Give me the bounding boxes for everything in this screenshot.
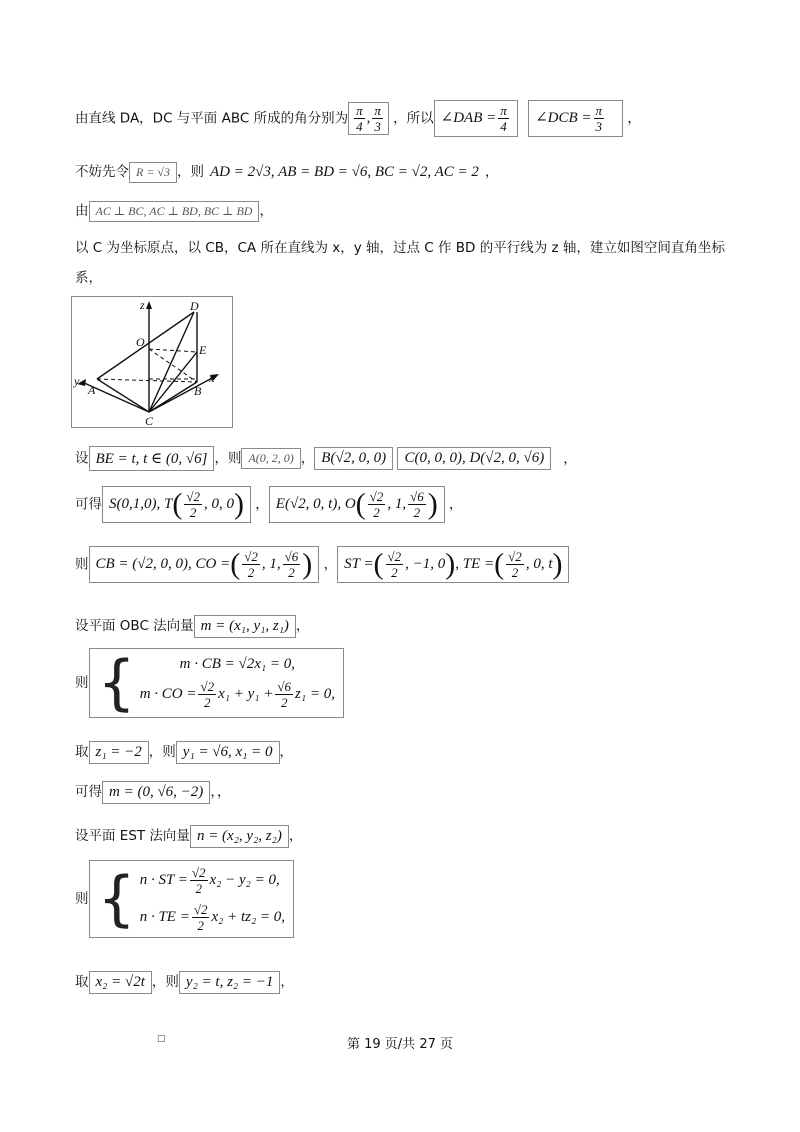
label-a: A — [88, 383, 96, 397]
line-text: ， — [279, 744, 294, 760]
text-line-1 — [75, 100, 641, 137]
line-text: 可得 — [75, 496, 102, 513]
formula-r: R = √3 — [129, 162, 177, 183]
line-text: 不妨先令 — [75, 164, 129, 180]
paren: ) — [427, 487, 438, 521]
frac-den: 2 — [189, 505, 197, 520]
paren: ( — [355, 487, 366, 521]
text-line-12 — [75, 970, 294, 994]
formula-point-b: B(√2, 0, 0) — [314, 447, 393, 470]
page-number: 第 19 页/共 27 页 — [347, 1037, 453, 1052]
frac-den: 2 — [204, 695, 211, 710]
footer-mark: □ — [157, 1034, 166, 1044]
line-text: ， — [563, 450, 577, 467]
text-line-11 — [75, 824, 302, 848]
line-text: ，则 — [177, 164, 205, 180]
frac-den: 4 — [500, 119, 507, 134]
figure-svg — [72, 297, 232, 427]
frac-den: 2 — [280, 695, 288, 710]
frac-den: 2 — [197, 918, 204, 933]
formula-text: , 1, — [261, 555, 281, 572]
formula-point-a: A(0, 2, 0) — [241, 448, 300, 469]
paren: ( — [373, 547, 384, 581]
label-y: y — [74, 374, 80, 388]
formula-points-eo — [269, 486, 445, 523]
text-line-2 — [75, 160, 498, 183]
frac-num: √2 — [193, 902, 208, 917]
frac-num: √2 — [191, 865, 206, 880]
formula-vectors-cb-co — [89, 546, 320, 583]
formula-text: , −1, 0 — [405, 555, 446, 572]
label-z: z — [140, 298, 145, 312]
formula-x2: x₂ = √2t — [89, 971, 152, 994]
frac-den: 4 — [356, 119, 363, 134]
text-line-10 — [75, 780, 231, 804]
formula-text: , TE = — [455, 555, 495, 572]
line-text: ，则 — [148, 744, 176, 760]
line-text: ，则 — [151, 974, 179, 990]
frac-num: √6 — [410, 489, 424, 504]
frac-den: 3 — [595, 119, 603, 134]
formula-normal-n: n = (x₂, y₂, z₂) — [190, 825, 289, 848]
text-line-6 — [75, 486, 463, 523]
formula-text: m · CO = — [139, 685, 197, 702]
frac-den: 2 — [247, 565, 255, 580]
line-text: 设 — [75, 450, 89, 467]
line-text: 系， — [75, 270, 102, 286]
frac-num: π — [500, 103, 507, 118]
formula-m-value: m = (0, √6, −2) — [102, 781, 210, 804]
frac-num: √6 — [277, 679, 292, 694]
formula-y1-x1: y₁ = √6, x₁ = 0 — [176, 741, 280, 764]
line-text: 以 C 为坐标原点，以 CB，CA 所在直线为 x，y 轴，过点 C 作 BD 的平行线为 z 轴，建立如图空间直角坐标 — [75, 240, 725, 256]
line-text: 则 — [75, 675, 89, 691]
line-text: 取 — [75, 744, 89, 760]
line-text: ， — [255, 496, 269, 513]
text-line-7 — [75, 546, 569, 583]
equation-row — [140, 902, 285, 933]
frac-num: π — [356, 103, 363, 118]
formula-text: ST = — [344, 555, 374, 572]
brace: { — [97, 864, 136, 934]
formula-text: x₂ + tz₂ = 0, — [211, 908, 286, 925]
formula-text: ∠DCB = — [535, 109, 592, 126]
line-text: ，， — [210, 784, 231, 800]
formula-points-cd: C(0, 0, 0), D(√2, 0, √6) — [397, 447, 551, 470]
line-text: ， — [323, 556, 338, 573]
line-text: ， — [295, 618, 310, 634]
line-text: 由 — [75, 203, 89, 219]
paren: ( — [494, 547, 505, 581]
formula-text: CB = (√2, 0, 0), CO = — [95, 555, 231, 572]
formula-y2-z2: y₂ = t, z₂ = −1 — [179, 971, 280, 994]
frac-num: √2 — [244, 549, 258, 564]
paren: ) — [302, 547, 313, 581]
frac-den: 2 — [413, 505, 421, 520]
text-line-8 — [75, 614, 309, 638]
label-x: x — [209, 371, 215, 385]
text-line-3 — [75, 199, 273, 222]
formula-text: n · TE = — [139, 908, 190, 925]
text-line-9 — [75, 740, 293, 764]
system-box-2 — [89, 860, 295, 938]
coordinate-figure — [71, 296, 233, 428]
line-text: ， — [484, 164, 499, 180]
formula-angles: $\frac{\pi}{4}$ , $\frac{\pi}{3}$ — [348, 102, 389, 135]
label-b: B — [194, 384, 202, 398]
frac-num: √2 — [508, 549, 522, 564]
line-text: 设平面 OBC 法向量 — [75, 618, 194, 634]
formula-text: z₁ = 0, — [295, 685, 335, 702]
line-text: ， — [449, 496, 463, 513]
line-text: 设平面 EST 法向量 — [75, 828, 190, 844]
line-text: ， — [280, 974, 294, 990]
frac-den: 3 — [374, 119, 381, 134]
equation-row: m · CB = √2x₁ = 0, — [179, 656, 295, 672]
text-line-5 — [75, 446, 577, 471]
line-text: ， — [627, 110, 641, 127]
frac-den: 2 — [511, 565, 519, 580]
frac-den: 2 — [195, 881, 202, 896]
formula-angle-dcb — [528, 100, 623, 137]
line-text: 由直线 DA，DC 与平面 ABC 所成的角分别为 — [75, 110, 349, 127]
line-text: 取 — [75, 974, 89, 990]
equation-system-1 — [75, 648, 344, 718]
label-c: C — [145, 414, 154, 427]
formula-text: , 0, t — [525, 555, 553, 572]
frac-num: √6 — [284, 549, 299, 564]
formula-normal-m: m = (x₁, y₁, z₁) — [194, 615, 296, 638]
line-text: 则 — [75, 891, 89, 907]
formula-angle-dab — [434, 100, 518, 137]
line-text: ，则 — [214, 450, 242, 467]
label-d: D — [190, 299, 199, 313]
formula-text: x₁ + y₁ + — [218, 685, 274, 702]
paren: ) — [552, 547, 563, 581]
line-text: ， — [288, 828, 303, 844]
formula-z1: z₁ = −2 — [89, 741, 149, 764]
formula-text: E(√2, 0, t), O — [275, 495, 356, 512]
text-line-4 — [75, 236, 725, 286]
paren: ( — [172, 487, 183, 521]
equation-row — [140, 679, 335, 710]
formula-text: x₂ − y₂ = 0, — [209, 871, 280, 888]
frac-num: √2 — [200, 679, 215, 694]
paren: ) — [445, 547, 456, 581]
frac-num: π — [595, 103, 603, 118]
formula-text: S(0,1,0), T — [109, 495, 173, 512]
frac-num: √2 — [387, 549, 402, 564]
formula-be: BE = t, t ∈ (0, √6] — [89, 446, 215, 471]
formula-perpendicular: AC ⊥ BC, AC ⊥ BD, BC ⊥ BD — [89, 201, 260, 222]
label-e: E — [199, 343, 207, 357]
line-text: 则 — [75, 556, 89, 573]
frac-den: 2 — [373, 505, 380, 520]
formula-text: , 1, — [387, 495, 407, 512]
equation-system-2 — [75, 860, 294, 938]
paren: ) — [233, 487, 244, 521]
frac-den: 2 — [288, 565, 295, 580]
frac-num: √2 — [369, 489, 384, 504]
formula-lengths: AD = 2√3, AB = BD = √6, BC = √2, AC = 2 — [204, 162, 485, 183]
formula-text: , 0, 0 — [203, 495, 234, 512]
line-text: 可得 — [75, 784, 102, 800]
label-o: O — [136, 335, 145, 349]
formula-vectors-st-te — [337, 546, 569, 583]
frac-den: 2 — [391, 565, 398, 580]
line-text: ，所以 — [393, 110, 434, 127]
formula-text: ∠DAB = — [440, 109, 497, 126]
paren: ( — [230, 547, 241, 581]
line-text: ， — [259, 203, 273, 219]
frac-num: √2 — [186, 489, 200, 504]
formula-points-st — [102, 486, 251, 523]
line-text: ， — [300, 450, 315, 467]
formula-text: n · ST = — [139, 871, 188, 888]
system-box-1 — [89, 648, 344, 718]
equation-row — [140, 865, 285, 896]
brace: { — [97, 648, 136, 718]
frac-num: π — [374, 103, 381, 118]
